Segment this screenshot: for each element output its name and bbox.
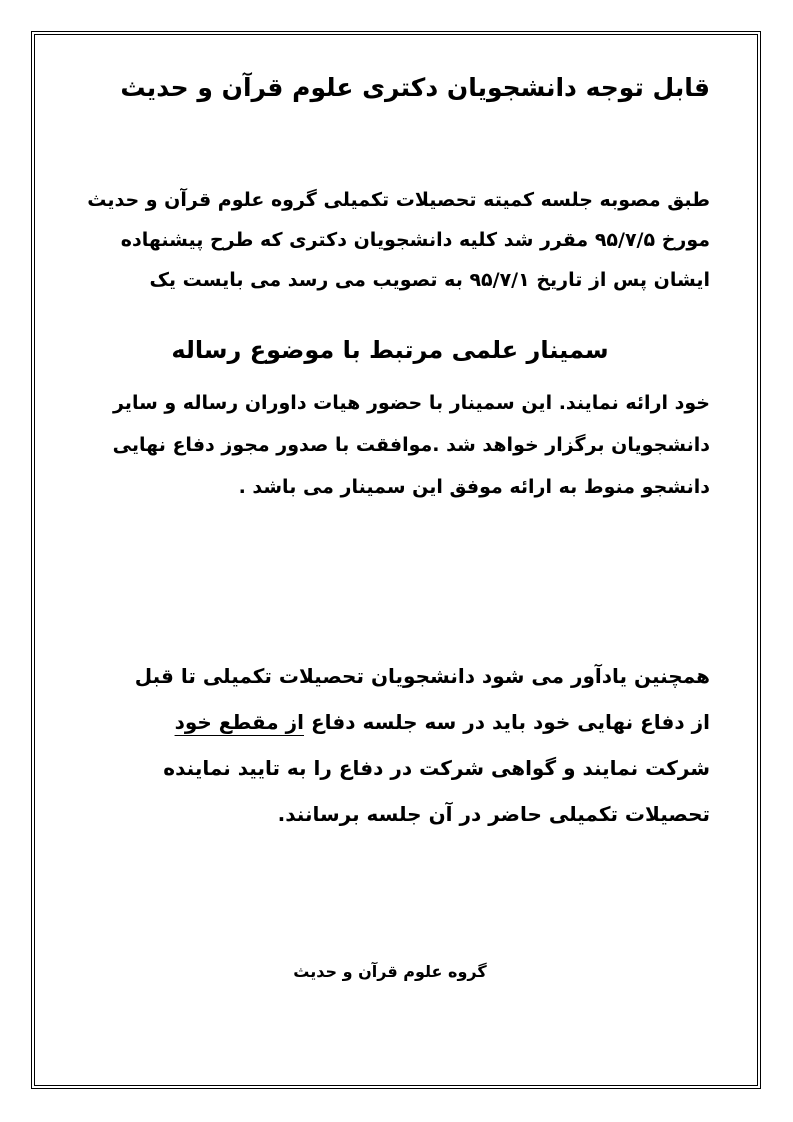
paragraph-seminar-details bbox=[70, 382, 710, 508]
paragraph-line: مورخ ۹۵/۷/۵ مقرر شد کلیه دانشجویان دکتری که طرح پیشنهاده bbox=[120, 229, 710, 251]
underlined-phrase: از مقطع خود bbox=[174, 710, 304, 734]
seminar-heading: سمینار علمی مرتبط با موضوع رساله bbox=[171, 336, 609, 364]
paragraph-line: شرکت نمایند و گواهی شرکت در دفاع را به تایید نماینده bbox=[163, 756, 710, 780]
paragraph-line bbox=[70, 699, 710, 745]
paragraph-line: تحصیلات تکمیلی حاضر در آن جلسه برسانند. bbox=[277, 802, 710, 826]
paragraph-line: دانشجویان برگزار خواهد شد .موافقت با صدور مجوز دفاع نهایی bbox=[112, 434, 710, 456]
paragraph-line: دانشجو منوط به ارائه موفق این سمینار می باشد . bbox=[238, 476, 710, 498]
paragraph-line: همچنین یادآور می شود دانشجویان تحصیلات تکمیلی تا قبل bbox=[134, 664, 710, 688]
paragraph-committee-resolution bbox=[70, 180, 710, 300]
paragraph-defense-attendance bbox=[70, 653, 710, 837]
paragraph-line: خود ارائه نمایند. این سمینار با حضور هیات داوران رساله و سایر bbox=[112, 392, 710, 414]
paragraph-line: ایشان پس از تاریخ ۹۵/۷/۱ به تصویب می رسد می بایست یک bbox=[149, 269, 710, 291]
paragraph-text: از دفاع نهایی خود باید در سه جلسه دفاع bbox=[304, 710, 710, 734]
department-signature: گروه علوم قرآن و حدیث bbox=[293, 962, 487, 981]
document-title: قابل توجه دانشجویان دکتری علوم قرآن و حدیث bbox=[120, 73, 710, 102]
paragraph-line: طبق مصوبه جلسه کمیته تحصیلات تکمیلی گروه علوم قرآن و حدیث bbox=[87, 189, 710, 211]
